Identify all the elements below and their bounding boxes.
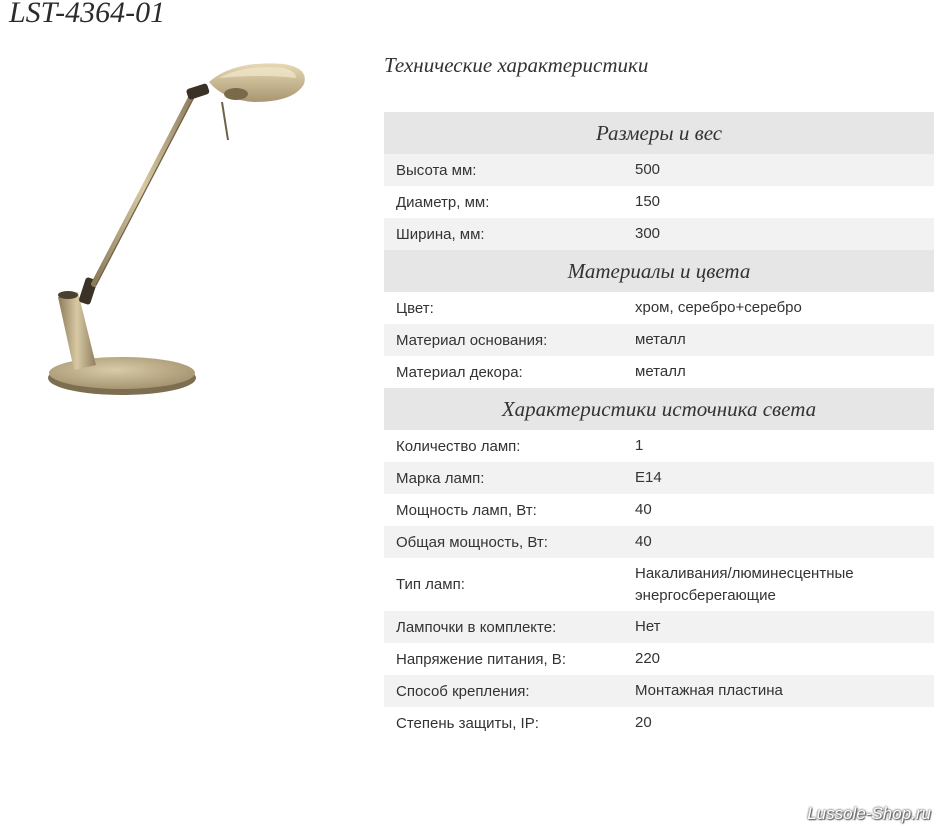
lamp-image bbox=[44, 52, 314, 397]
spec-row-lamp-count bbox=[384, 430, 934, 462]
spec-row-bulbs-included bbox=[384, 611, 934, 643]
spec-label: Тип ламп: bbox=[396, 576, 465, 593]
spec-value: 1 bbox=[635, 437, 644, 454]
spec-value: 150 bbox=[635, 193, 661, 210]
spec-label: Диаметр, мм: bbox=[396, 193, 490, 211]
spec-value: 500 bbox=[635, 161, 661, 178]
specs-heading: Технические характеристики bbox=[384, 53, 649, 77]
spec-label: Степень защиты, IP: bbox=[396, 714, 539, 732]
spec-row-decor-material bbox=[384, 356, 934, 388]
spec-row-lamp-power bbox=[384, 494, 934, 526]
spec-label: Марка ламп: bbox=[396, 469, 485, 487]
spec-value: хром, серебро+серебро bbox=[635, 299, 802, 316]
spec-label: Цвет: bbox=[396, 299, 434, 317]
spec-row-lamp-type bbox=[384, 558, 934, 611]
spec-value: Накаливания/люминесцентные энергосберегающие bbox=[635, 564, 854, 604]
group-header-materials: Материалы и цвета bbox=[384, 250, 934, 292]
site-watermark: Lussole-Shop.ru bbox=[807, 804, 931, 823]
spec-label: Количество ламп: bbox=[396, 437, 521, 455]
product-title: LST-4364-01 bbox=[9, 0, 166, 29]
spec-value: металл bbox=[635, 331, 686, 348]
group-header-dimensions: Размеры и вес bbox=[384, 112, 934, 154]
group-header-light-source: Характеристики источника света bbox=[384, 388, 934, 430]
spec-row-total-power bbox=[384, 526, 934, 558]
spec-value: Нет bbox=[635, 618, 661, 635]
spec-label: Способ крепления: bbox=[396, 682, 530, 700]
spec-row-voltage bbox=[384, 643, 934, 675]
spec-label: Мощность ламп, Вт: bbox=[396, 501, 537, 519]
spec-label: Напряжение питания, В: bbox=[396, 650, 566, 668]
spec-value: 300 bbox=[635, 225, 661, 242]
spec-value: 220 bbox=[635, 650, 661, 667]
spec-value: 40 bbox=[635, 501, 652, 518]
spec-row-lamp-brand bbox=[384, 462, 934, 494]
spec-value: E14 bbox=[635, 469, 662, 486]
specs-table bbox=[384, 112, 934, 739]
spec-row-mounting bbox=[384, 675, 934, 707]
spec-value: Монтажная пластина bbox=[635, 682, 783, 699]
spec-value: 20 bbox=[635, 714, 652, 731]
spec-row-height bbox=[384, 154, 934, 186]
spec-row-diameter bbox=[384, 186, 934, 218]
spec-label: Материал основания: bbox=[396, 331, 548, 349]
spec-label: Ширина, мм: bbox=[396, 225, 485, 243]
spec-label: Материал декора: bbox=[396, 363, 523, 381]
spec-value: металл bbox=[635, 363, 686, 380]
spec-row-base-material bbox=[384, 324, 934, 356]
spec-row-color bbox=[384, 292, 934, 324]
spec-label: Высота мм: bbox=[396, 161, 477, 179]
spec-value: 40 bbox=[635, 533, 652, 550]
spec-label: Лампочки в комплекте: bbox=[396, 618, 557, 636]
spec-label: Общая мощность, Вт: bbox=[396, 533, 548, 551]
spec-row-width bbox=[384, 218, 934, 250]
spec-row-ip-rating bbox=[384, 707, 934, 739]
